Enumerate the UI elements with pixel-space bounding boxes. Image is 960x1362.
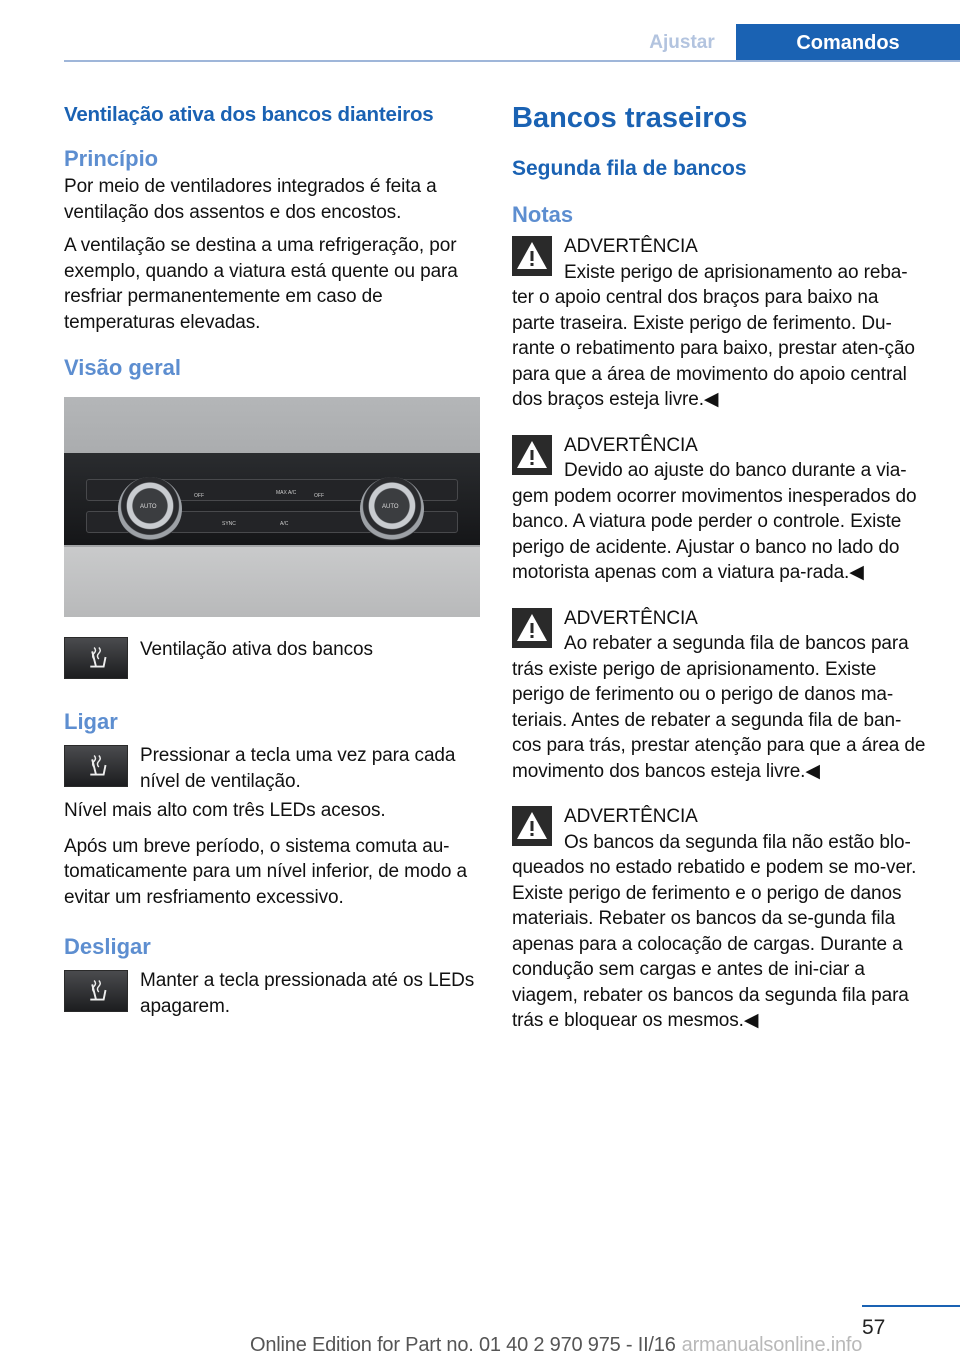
warning-text: queados no estado rebatido e podem se mo‐ver. Existe perigo de ferimento e o perigo de danos materiais. Rebater os bancos da se‐gunda fila apenas para a colocação de cargas. Durante a condução sem cargas e antes de ini‐ciar a viagem, rebater os bancos da segunda fila para trás e bloquear os mesmos.◀	[512, 857, 917, 1031]
heading-notas: Notas	[512, 202, 574, 227]
heading-ligar: Ligar	[64, 709, 118, 734]
climate-panel-photo: AUTO AUTO OFF OFF MAX A/C SYNC A/C	[64, 397, 480, 617]
desligar-step	[64, 968, 480, 1019]
left-column	[64, 100, 480, 1019]
heading-principio: Princípio	[64, 146, 159, 171]
section-title: Ventilação ativa dos bancos dianteiros	[64, 103, 434, 126]
page-title: Bancos traseiros	[512, 102, 748, 134]
ligar-p1: Nível mais alto com três LEDs acesos.	[64, 800, 386, 821]
header-tab-ajustar[interactable]: Ajustar	[628, 24, 736, 62]
footer-edition: Online Edition for Part no. 01 40 2 970 975 - II/16 armanualsonline.info	[250, 1334, 863, 1356]
warning-label: ADVERTÊNCIA	[564, 806, 698, 827]
warning-text: trás existe perigo de aprisionamento. Existe perigo de ferimento ou o perigo de danos ma‐teriais. Antes de rebater a segunda fila de ban‐cos para trás, prestar atenção para que a área de movimento dos bancos esteja livre.◀	[512, 658, 926, 782]
principio-p1: Por meio de ventiladores integrados é feita a ventilação dos assentos e dos encostos.	[64, 176, 437, 223]
desligar-step-text: Manter a tecla pressionada até os LEDs apagarem.	[140, 970, 475, 1017]
heading-desligar: Desligar	[64, 934, 151, 959]
subtitle: Segunda fila de bancos	[512, 157, 747, 180]
seat-ventilation-icon	[64, 970, 128, 1012]
warning-triangle-icon	[512, 806, 552, 846]
caption-row	[64, 637, 480, 681]
page-number: 57	[862, 1316, 886, 1339]
warning-item: ADVERTÊNCIA Os bancos da segunda fila não estão blo‐ queados no estado rebatido e podem se mo‐ver. Existe perigo de ferimento e o perigo de danos materiais. Rebater os bancos da se‐gunda fila apenas para a colocação de cargas. Durante a condução sem cargas e antes de ini‐ciar a viagem, rebater os bancos da segunda fila para trás e bloquear os mesmos.◀	[512, 804, 926, 1034]
footer-rule	[862, 1305, 960, 1307]
warning-text: ter o apoio central dos braços para baixo na parte traseira. Existe perigo de ferimento. Du‐rante o rebatimento para baixo, prestar aten‐ção para que a área de movimento do apoio central dos braços esteja livre.◀	[512, 287, 915, 410]
ligar-step	[64, 743, 480, 794]
header-tab-comandos[interactable]: Comandos	[736, 24, 960, 62]
warning-triangle-icon	[512, 236, 552, 276]
watermark: armanualsonline.info	[681, 1334, 863, 1356]
warning-triangle-icon	[512, 435, 552, 475]
seat-ventilation-icon	[64, 745, 128, 787]
warning-item: ADVERTÊNCIA Ao rebater a segunda fila de bancos para trás existe perigo de aprisionamento. Existe perigo de ferimento ou o perigo de danos ma‐teriais. Antes de rebater a segunda fila de ban‐cos para trás, prestar atenção para que a área de movimento dos bancos esteja livre.◀	[512, 606, 926, 785]
warning-label: ADVERTÊNCIA	[564, 236, 698, 257]
warning-item: ADVERTÊNCIA Devido ao ajuste do banco durante a via‐ gem podem ocorrer movimentos inesperados do banco. A viatura pode perder o controle. Existe perigo de acidente. Ajustar o banco no lado do motorista apenas com a viatura pa‐rada.◀	[512, 433, 926, 586]
header-rule	[64, 60, 960, 62]
warning-text: gem podem ocorrer movimentos inesperados do banco. A viatura pode perder o controle. Existe perigo de acidente. Ajustar o banco no lado do motorista apenas com a viatura pa‐rada.◀	[512, 485, 917, 583]
warning-label: ADVERTÊNCIA	[564, 434, 698, 456]
principio-p2: A ventilação se destina a uma refrigeração, por exemplo, quando a viatura está quente ou para resfriar permanentemente em caso de temperaturas elevadas.	[64, 235, 458, 333]
heading-visao-geral: Visão geral	[64, 355, 181, 380]
figure-caption: Ventilação ativa dos bancos	[140, 639, 373, 660]
warning-label: ADVERTÊNCIA	[564, 607, 698, 629]
ligar-p2: Após um breve período, o sistema comuta au‐tomaticamente para um nível inferior, de modo a evitar um resfriamento excessivo.	[64, 835, 467, 908]
warning-triangle-icon	[512, 608, 552, 648]
ligar-step-text: Pressionar a tecla uma vez para cada nível de ventilação.	[140, 745, 456, 792]
warnings-list	[512, 234, 926, 1034]
right-column	[512, 100, 926, 1034]
warning-item: ADVERTÊNCIA Existe perigo de aprisionamento ao reba‐ ter o apoio central dos braços para baixo na parte traseira. Existe perigo de ferimento. Du‐rante o rebatimento para baixo, prestar aten‐ção para que a área de movimento do apoio central dos braços esteja livre.◀	[512, 234, 926, 413]
seat-ventilation-icon	[64, 637, 128, 679]
